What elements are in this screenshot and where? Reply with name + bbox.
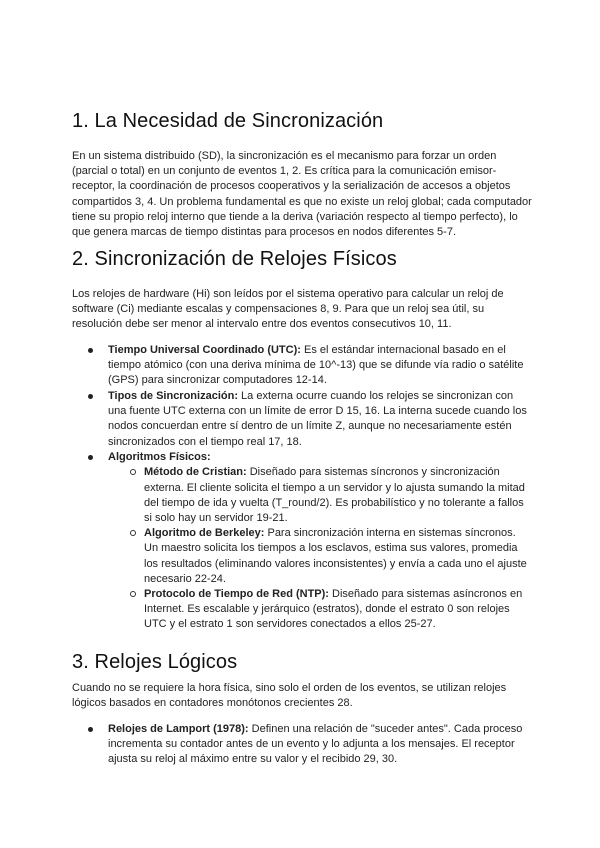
subitem-label: Algoritmo de Berkeley: (144, 527, 265, 540)
list-item (108, 343, 528, 389)
list-item (108, 722, 528, 768)
section-3-list (108, 722, 528, 768)
item-text: Definen una relación de "suceder antes". Cada proceso incrementa su contador antes de un evento y lo adjunta a los mensajes. El receptor ajusta su reloj al máximo entre su valor y el recibido 29, 30. (108, 723, 523, 766)
item-label: Algoritmos Físicos: (108, 451, 211, 464)
section-2-body: Los relojes de hardware (Hi) son leídos por el sistema operativo para calcular un reloj de software (Ci) mediante escalas y compensaciones 8, 9. Para que un reloj sea útil, su resolución debe ser menor al intervalo entre dos eventos consecutivos 10, 11. (72, 288, 504, 331)
subitem-text: Diseñado para sistemas síncronos y sincronización externa. El cliente solicita el tiempo a un servidor y lo ajusta sumando la mitad del tiempo de ida y vuelta (T_round/2). Es probabilístico y no tolerante a fallos si solo hay un servidor 19-21. (144, 466, 525, 525)
bullet-icon (88, 727, 93, 732)
subitem-text: Diseñado para sistemas asíncronos en Internet. Es escalable y jerárquico (estratos), donde el estrato 0 son relojes UTC y el estrato 1 son servidores conectados a ellos 25-27. (144, 588, 523, 631)
section-2-list (108, 343, 528, 633)
hollow-bullet-icon (130, 530, 136, 536)
section-2-heading: 2. Sincronización de Relojes Físicos (72, 248, 397, 270)
section-1-heading: 1. La Necesidad de Sincronización (72, 110, 384, 132)
hollow-bullet-icon (130, 591, 136, 597)
list-item (108, 450, 528, 632)
algorithms-sublist (144, 465, 528, 632)
item-text: La externa ocurre cuando los relojes se sincronizan con una fuente UTC externa con un límite de error D 15, 16. La interna sucede cuando los nodos concuerdan entre sí dentro de un límite Z, aunque no necesariamente estén sincronizados con el tiempo real 17, 18. (108, 390, 527, 448)
sublist-item (144, 465, 528, 526)
section-3-body: Cuando no se requiere la hora física, sino solo el orden de los eventos, se utilizan relojes lógicos basados en contadores monótonos crecientes 28. (72, 682, 507, 710)
sublist-item (144, 526, 528, 587)
bullet-icon (88, 455, 93, 460)
subitem-label: Método de Cristian: (144, 466, 247, 479)
item-label: Tiempo Universal Coordinado (UTC): (108, 344, 301, 356)
section-3-heading: 3. Relojes Lógicos (72, 651, 238, 673)
subitem-text: Para sincronización interna en sistemas síncronos. Un maestro solicita los tiempos a los esclavos, estima sus valores, promedia los resultados (eliminando valores inconsistentes) y envía a cada uno el ajuste necesario 22-24. (144, 527, 527, 585)
sublist-item (144, 587, 528, 633)
item-text: Es el estándar internacional basado en el tiempo atómico (con una deriva mínima de 10^-13) que se difunde vía radio o satélite (GPS) para sincronizar computadores 12-14. (108, 344, 524, 387)
bullet-icon (88, 348, 93, 353)
bullet-icon (88, 394, 93, 399)
item-label: Relojes de Lamport (1978): (108, 723, 249, 735)
subitem-label: Protocolo de Tiempo de Red (NTP): (144, 588, 329, 601)
section-1-body: En un sistema distribuido (SD), la sincronización es el mecanismo para forzar un orden (parcial o total) en un conjunto de eventos 1, 2. Es crítica para la comunicación emisor-receptor, la coordinación de procesos cooperativos y la serialización de accesos a objetos compartidos 3, 4. Un problema fundamental es que no existe un reloj global; cada computador tiene su propio reloj interno que tiende a la deriva (variación respecto al tiempo perfecto), lo que genera marcas de tiempo distintas para procesos en nodos diferentes 5-7. (72, 150, 532, 239)
item-label: Tipos de Sincronización: (108, 390, 238, 402)
list-item (108, 389, 528, 450)
hollow-bullet-icon (130, 469, 136, 475)
